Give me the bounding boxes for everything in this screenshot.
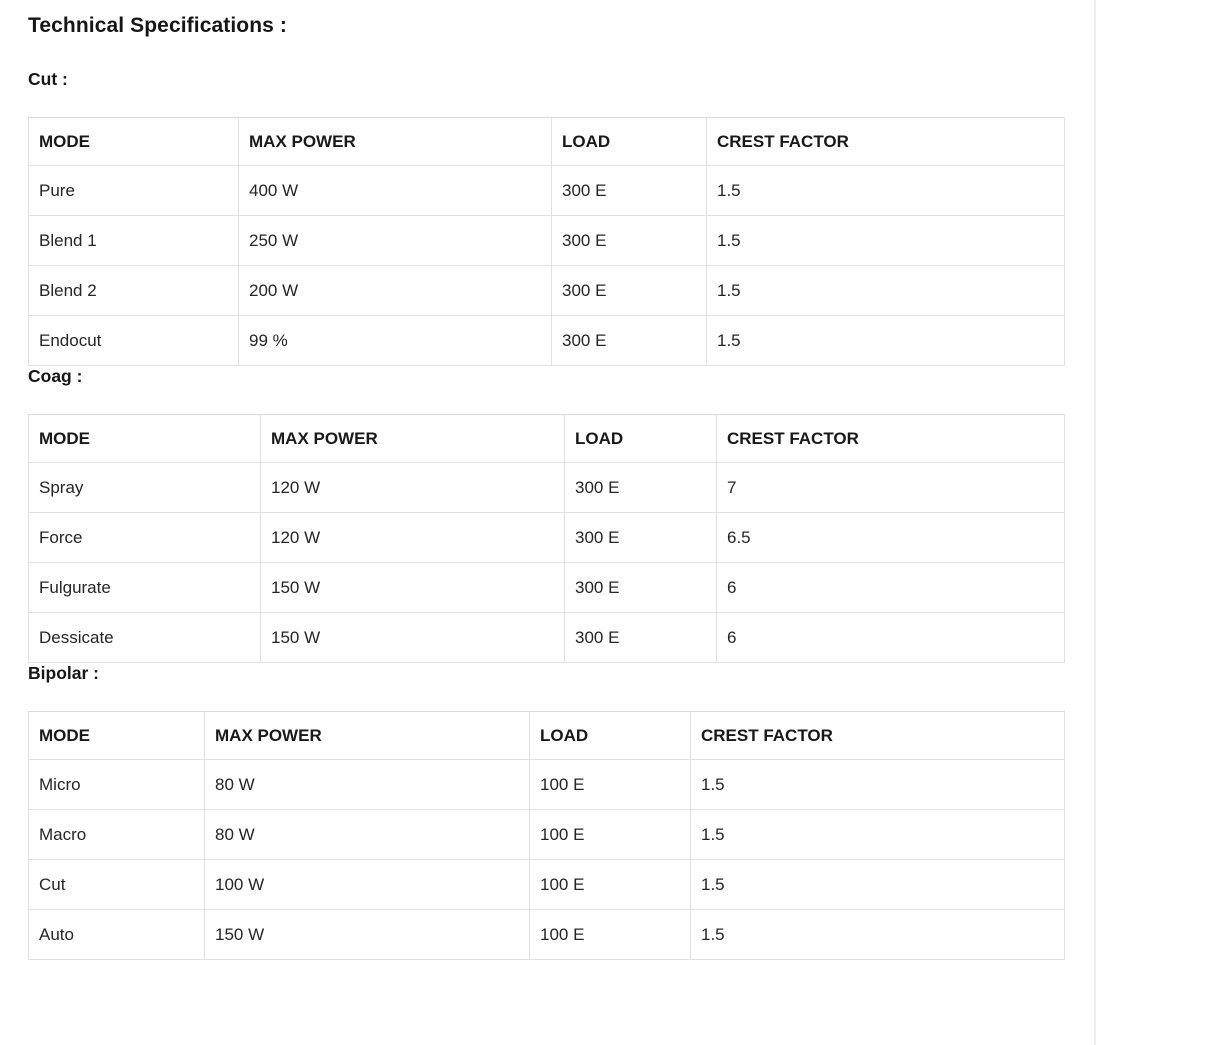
- section-heading-coag: Coag :: [28, 366, 83, 386]
- cell-mode: Cut: [29, 860, 205, 910]
- cell-load: 300 E: [565, 613, 717, 663]
- table-row: [29, 266, 1065, 316]
- cell-max-power: 250 W: [239, 216, 552, 266]
- cell-mode: Spray: [29, 463, 261, 513]
- cell-load: 100 E: [530, 760, 691, 810]
- section-cut: [28, 69, 1064, 366]
- cell-max-power: 100 W: [205, 860, 530, 910]
- page-edge-divider: [1094, 0, 1096, 1045]
- cell-mode: Endocut: [29, 316, 239, 366]
- column-header-mode: MODE: [29, 415, 261, 463]
- page-title: Technical Specifications :: [28, 14, 287, 37]
- cell-mode: Macro: [29, 810, 205, 860]
- table-row: [29, 910, 1065, 960]
- column-header-load: LOAD: [565, 415, 717, 463]
- column-header-load: LOAD: [530, 712, 691, 760]
- column-header-crest-factor: CREST FACTOR: [691, 712, 1065, 760]
- cell-load: 300 E: [565, 563, 717, 613]
- column-header-max-power: MAX POWER: [205, 712, 530, 760]
- cell-crest-factor: 1.5: [691, 860, 1065, 910]
- column-header-mode: MODE: [29, 712, 205, 760]
- cell-crest-factor: 1.5: [707, 216, 1065, 266]
- cell-crest-factor: 1.5: [707, 266, 1065, 316]
- cell-max-power: 120 W: [261, 463, 565, 513]
- cell-crest-factor: 6.5: [717, 513, 1065, 563]
- cell-load: 100 E: [530, 910, 691, 960]
- cell-load: 100 E: [530, 860, 691, 910]
- cell-crest-factor: 6: [717, 563, 1065, 613]
- cell-max-power: 150 W: [205, 910, 530, 960]
- table-row: [29, 166, 1065, 216]
- cell-crest-factor: 1.5: [691, 810, 1065, 860]
- cell-max-power: 150 W: [261, 613, 565, 663]
- cell-max-power: 150 W: [261, 563, 565, 613]
- cell-max-power: 200 W: [239, 266, 552, 316]
- cell-load: 300 E: [565, 463, 717, 513]
- cell-load: 300 E: [552, 166, 707, 216]
- cell-load: 100 E: [530, 810, 691, 860]
- table-header-row: [29, 415, 1065, 463]
- table-row: [29, 513, 1065, 563]
- cell-mode: Pure: [29, 166, 239, 216]
- section-heading-cut: Cut :: [28, 69, 68, 89]
- column-header-crest-factor: CREST FACTOR: [707, 118, 1065, 166]
- cell-crest-factor: 1.5: [691, 760, 1065, 810]
- coag-spec-table: [28, 414, 1065, 663]
- section-bipolar: [28, 663, 1064, 960]
- cell-mode: Blend 2: [29, 266, 239, 316]
- cell-max-power: 120 W: [261, 513, 565, 563]
- cell-mode: Dessicate: [29, 613, 261, 663]
- cell-load: 300 E: [552, 216, 707, 266]
- cell-mode: Fulgurate: [29, 563, 261, 613]
- cell-load: 300 E: [565, 513, 717, 563]
- cell-max-power: 80 W: [205, 760, 530, 810]
- cut-spec-table: [28, 117, 1065, 366]
- cell-crest-factor: 6: [717, 613, 1065, 663]
- section-heading-bipolar: Bipolar :: [28, 663, 99, 683]
- cell-load: 300 E: [552, 266, 707, 316]
- table-row: [29, 860, 1065, 910]
- table-row: [29, 810, 1065, 860]
- cell-mode: Blend 1: [29, 216, 239, 266]
- table-row: [29, 316, 1065, 366]
- table-row: [29, 563, 1065, 613]
- cell-mode: Force: [29, 513, 261, 563]
- cell-crest-factor: 1.5: [691, 910, 1065, 960]
- cell-max-power: 400 W: [239, 166, 552, 216]
- cell-max-power: 80 W: [205, 810, 530, 860]
- table-header-row: [29, 712, 1065, 760]
- specifications-content: [28, 14, 1064, 960]
- cell-max-power: 99 %: [239, 316, 552, 366]
- table-row: [29, 760, 1065, 810]
- column-header-load: LOAD: [552, 118, 707, 166]
- column-header-max-power: MAX POWER: [239, 118, 552, 166]
- cell-crest-factor: 7: [717, 463, 1065, 513]
- column-header-max-power: MAX POWER: [261, 415, 565, 463]
- cell-crest-factor: 1.5: [707, 316, 1065, 366]
- cell-mode: Auto: [29, 910, 205, 960]
- table-row: [29, 613, 1065, 663]
- bipolar-spec-table: [28, 711, 1065, 960]
- cell-crest-factor: 1.5: [707, 166, 1065, 216]
- table-row: [29, 463, 1065, 513]
- column-header-crest-factor: CREST FACTOR: [717, 415, 1065, 463]
- cell-mode: Micro: [29, 760, 205, 810]
- table-header-row: [29, 118, 1065, 166]
- section-coag: [28, 366, 1064, 663]
- column-header-mode: MODE: [29, 118, 239, 166]
- cell-load: 300 E: [552, 316, 707, 366]
- table-row: [29, 216, 1065, 266]
